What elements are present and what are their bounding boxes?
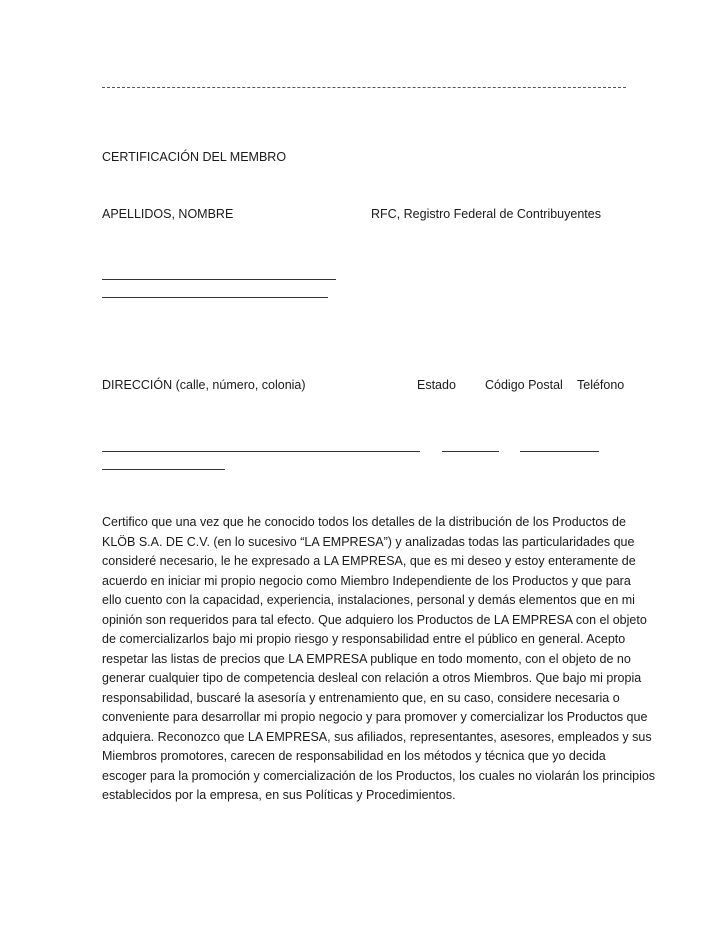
state-underline (442, 451, 499, 452)
rfc-underline (102, 297, 328, 298)
certification-paragraph (102, 513, 656, 806)
top-dashed-rule (102, 87, 626, 88)
address-label: DIRECCIÓN (calle, número, colonia) (102, 378, 306, 392)
postal-code-underline (520, 451, 599, 452)
paragraph-line: KLÖB S.A. DE C.V. (en lo sucesivo “LA EMPRESA”) y analizadas todas las particularidades que (102, 534, 635, 549)
postal-code-label: Código Postal (485, 378, 563, 392)
document-title: CERTIFICACIÓN DEL MEMBRO (102, 150, 287, 164)
paragraph-line: opinión son requeridos para tal efecto. Que adquiero los Productos de LA EMPRESA con el objeto (102, 612, 647, 627)
paragraph-line: responsabilidad, buscaré la asesoría y entrenamiento que, en su caso, considere necesaria o (102, 690, 620, 705)
paragraph-line: ello cuento con la capacidad, experiencia, instalaciones, personal y demás elementos que en mi (102, 593, 635, 607)
paragraph-line: escoger para la promoción y comercialización de los Productos, los cuales no violarán los principios (102, 768, 656, 783)
paragraph-line: Miembros promotores, carecen de responsabilidad en los métodos y técnica que yo decida (102, 749, 606, 763)
paragraph-line: de comercializarlos bajo mi propio riesgo y responsabilidad entre el público en general. Acepto (102, 632, 626, 646)
paragraph-line: adquiera. Reconozco que LA EMPRESA, sus afiliados, representantes, asesores, empleados y sus (102, 729, 652, 744)
state-label: Estado (417, 378, 456, 392)
paragraph-line: respetar las listas de precios que LA EMPRESA publique en todo momento, con el objeto de no (102, 651, 631, 666)
name-label: APELLIDOS, NOMBRE (102, 207, 234, 221)
phone-label: Teléfono (577, 378, 625, 392)
paragraph-line: conveniente para desarrollar mi propio negocio y para promover y comercializar los Productos que (102, 710, 648, 724)
paragraph-line: generar cualquier tipo de competencia desleal con relación a otros Miembros. Que bajo mi propia (102, 671, 642, 685)
address-underline (102, 451, 420, 452)
paragraph-line: consideré necesario, le he expresado a LA EMPRESA, que es mi deseo y estoy enteramente de (102, 554, 636, 568)
phone-underline (102, 469, 225, 470)
rfc-label: RFC, Registro Federal de Contribuyentes (371, 207, 601, 221)
paragraph-line: establecidos por la empresa, en sus Políticas y Procedimientos. (102, 788, 456, 802)
paragraph-line: acuerdo en iniciar mi propio negocio como Miembro Independiente de los Productos y que para (102, 573, 631, 588)
paragraph-line: Certifico que una vez que he conocido todos los detalles de la distribución de los Productos de (102, 515, 626, 529)
name-underline (102, 279, 336, 280)
